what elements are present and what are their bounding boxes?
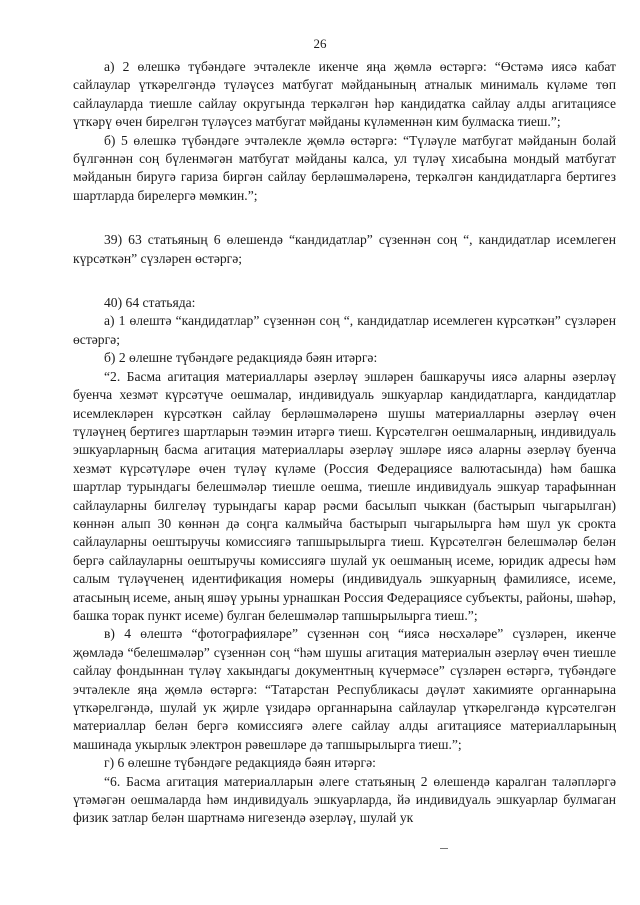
- paragraph-40-a: а) 1 өлештә “кандидатлар” сүзеннән соң “, кандидатлар исемлеген күрсәткән” сүзләрен өстәргә;: [73, 313, 616, 347]
- paragraph-40-v: в) 4 өлештә “фотографияләре” сүзеннән соң “иясә нөсхәләре” сүзләрен, икенче җөмләдә “белешмәләр” сүзеннән соң “һәм шушы агитация материалын әзерләү өчен тиешле сайлау фондыннан түләү хакындагы документның күчермәсе” сүзләрен өстәргә, түбәндәге эчтәлекле яңа җөмлә өстәргә: “Татарстан Республикасы дәүләт хакимияте органнарына үткәрелгәндә, шулай ук җирле үзидарә органнарына сайлаулар үткәрелгәндә күрсәтелгән материаллар белән бергә комиссиягә әлеге сайлау алды агитациясе материалларының машинада укырлык электрон рәвешләре дә тапшырылырга тиеш.”;: [73, 626, 616, 752]
- paragraph-a-subitem-2: а) 2 өлешкә түбәндәге эчтәлекле икенче яңа җөмлә өстәргә: “Өстәмә иясә кабат сайлаулар үткәрелгәндә түләүсез матбугат мәйданының атналык минималь күләме төп сайлауларда тиешле сайлау округында теркәлгән һәр кандидатка сайлау алды агитациясе үткәрү өчен бирелгән түләүсез матбугат мәйданы күләменнән ким булмаска тиеш.”;: [73, 59, 616, 130]
- paragraph-item-39: 39) 63 статьяның 6 өлешендә “кандидатлар” сүзеннән соң “, кандидатлар исемлеген күрсәткән” сүзләрен өстәргә;: [73, 232, 616, 266]
- paragraph-item-40: 40) 64 статьяда:: [104, 295, 196, 311]
- paragraph-40-g-quote: “6. Басма агитация материалларын әлеге статьяның 2 өлешендә каралган таләпләргә үтәмәгән оешмаларда һәм индивидуаль эшкуарларда, йә индивидуаль эшкуарлар булмаган физик затлар белән шартнамә нигезендә әзерләү, шулай ук: [73, 773, 616, 826]
- page-mark: [440, 848, 448, 849]
- page-number: 26: [313, 36, 327, 51]
- paragraph-40-b-quote: “2. Басма агитация материаллары әзерләү эшләрен башкаручы иясә аларны әзерләү буенча хезмәт күрсәтүче оешмалар, индивидуаль эшкуарлар кандидатларга, кандидатлар исемлекләрен күрсәткән сайлау берләшмәләренә шушы материалларны әзерләү өчен түләүнең бертигез шартларын тәэмин итәргә тиеш. Күрсәтелгән оешмаларның, индивидуаль эшкуарларның басма агитация материаллары әзерләү эшләре иясә аларны әзерләү буенча хезмәт күрсәтүләре өчен түләү күләме (Россия Федерациясе валютасында) һәм башка шартлар турындагы белешмәләр тиешле оешма, тиешле индивидуаль эшкуар тарафыннан сайлауларны билгеләү турындагы карар рәсми басылып чыккан (бастырып чыгарылган) көннән алып 30 көннән дә соңга калмыйча бастырып чыгарылырга һәм шул ук срокта сайлауларны оештыручы комиссиягә тапшырылырга тиеш. Күрсәтелгән белешмәләр белән бергә сайлауларны оештыручы комиссиягә шулай ук оешманың исеме, юридик адресы һәм салым түләүченең идентификация номеры (индивидуаль эшкуарның фамилиясе, исеме, атасының исеме, аның яшәү урыны урнашкан Россия Федерациясе субъекты, районы, шәһәр, башка торак пункт исеме) булган белешмәләр тапшырылырга тиеш.”;: [73, 368, 616, 623]
- paragraph-b-subitem-5: б) 5 өлешкә түбәндәге эчтәлекле җөмлә өстәргә: “Түләүле матбугат мәйданын болай бүлгәннән соң бүленмәгән матбугат мәйданы калса, ул түләү хисабына мондый матбугат мәйданын биругә гариза биргән сайлау берләшмәләренә, теркәлгән кандидатларга бертигез шартларда бирелергә мөмкин.”;: [73, 132, 616, 203]
- paragraph-40-b: б) 2 өлешне түбәндәге редакциядә бәян итәргә:: [104, 350, 378, 366]
- paragraph-40-g: г) 6 өлешне түбәндәге редакциядә бәян итәргә:: [104, 755, 376, 771]
- document-body: [73, 58, 616, 828]
